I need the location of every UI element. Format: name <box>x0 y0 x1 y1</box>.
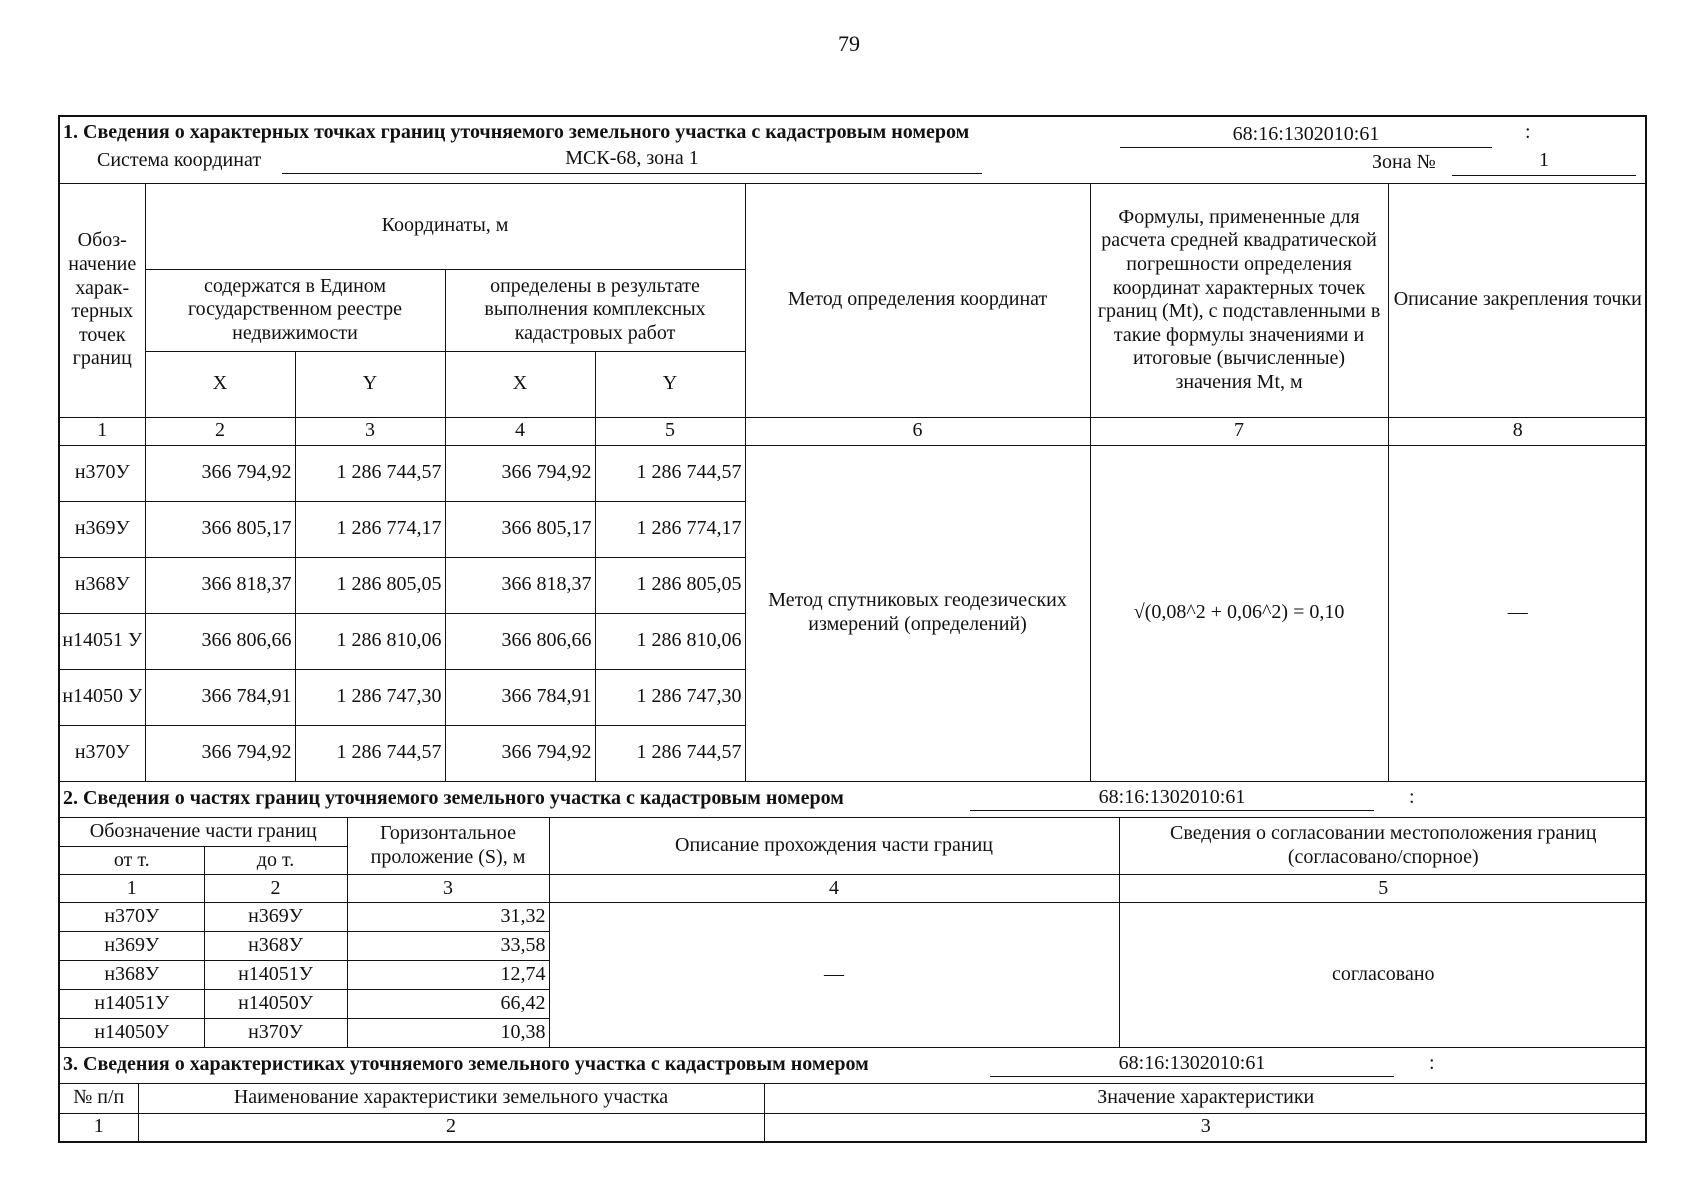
section2-cadastral-number: 68:16:1302010:61 <box>970 786 1374 811</box>
x-existing: 366 794,92 <box>145 445 295 501</box>
point-name: н368У <box>60 557 145 613</box>
from-point: н370У <box>60 903 204 932</box>
col-number: 8 <box>1388 417 1647 445</box>
formula-value: √(0,08^2 + 0,06^2) = 0,10 <box>1090 445 1388 781</box>
x-existing: 366 805,17 <box>145 501 295 557</box>
section1-title: 1. Сведения о характерных точках границ уточняемого земельного участка с кадастровым номером <box>63 121 970 143</box>
number-header: № п/п <box>60 1084 138 1113</box>
col-number: 3 <box>347 875 549 903</box>
horizontal-header: Горизонтальное проложение (S), м <box>347 818 549 875</box>
horizontal-length: 31,32 <box>347 903 549 932</box>
col-number: 7 <box>1090 417 1388 445</box>
x-determined: 366 805,17 <box>445 501 595 557</box>
existing-coords-header: содержатся в Едином государственном реестре недвижимости <box>145 269 445 351</box>
method-header: Метод определения координат <box>745 184 1090 417</box>
coordinate-system-label: Система координат <box>97 149 262 171</box>
from-point: н14050У <box>60 1019 204 1048</box>
points-table <box>60 184 1647 782</box>
y-existing: 1 286 810,06 <box>295 613 445 669</box>
coordinate-system-value: МСК-68, зона 1 <box>282 147 982 174</box>
point-name: н369У <box>60 501 145 557</box>
col-number: 4 <box>445 417 595 445</box>
y-determined: 1 286 810,06 <box>595 613 745 669</box>
section1-header <box>60 117 1645 184</box>
y-determined: 1 286 744,57 <box>595 445 745 501</box>
description-value: — <box>549 903 1119 1048</box>
cadastral-document <box>58 115 1647 1143</box>
formulas-header: Формулы, примененные для расчета средней квадратической погрешности определения координат характерных точек границ (Mt), с подставленными в такие формулы значениями и итоговые (вычисленные) значения Mt, м <box>1090 184 1388 417</box>
zone-label: Зона № <box>1372 151 1436 173</box>
x-header: X <box>445 351 595 417</box>
col-number: 1 <box>60 875 204 903</box>
y-existing: 1 286 744,57 <box>295 725 445 781</box>
horizontal-length: 33,58 <box>347 932 549 961</box>
x-existing: 366 784,91 <box>145 669 295 725</box>
col-number: 6 <box>745 417 1090 445</box>
from-point: н368У <box>60 961 204 990</box>
horizontal-length: 10,38 <box>347 1019 549 1048</box>
to-point: н14051У <box>204 961 347 990</box>
to-point: н369У <box>204 903 347 932</box>
to-header: до т. <box>204 847 347 875</box>
point-designation-header: Обоз-начение харак-терных точек границ <box>60 184 145 417</box>
table-row <box>60 903 1647 932</box>
y-determined: 1 286 744,57 <box>595 725 745 781</box>
section3-colon: : <box>1429 1052 1435 1074</box>
fixing-value: — <box>1388 445 1647 781</box>
to-point: н370У <box>204 1019 347 1048</box>
column-numbers-row <box>60 417 1647 445</box>
boundary-parts-table <box>60 818 1647 1049</box>
agreement-value: согласовано <box>1119 903 1647 1048</box>
x-header: X <box>145 351 295 417</box>
section1-colon: : <box>1525 121 1531 143</box>
from-header: от т. <box>60 847 204 875</box>
name-header: Наименование характеристики земельного участка <box>138 1084 764 1113</box>
y-existing: 1 286 774,17 <box>295 501 445 557</box>
determined-coords-header: определены в результате выполнения комплексных кадастровых работ <box>445 269 745 351</box>
y-determined: 1 286 805,05 <box>595 557 745 613</box>
col-number: 5 <box>595 417 745 445</box>
x-existing: 366 818,37 <box>145 557 295 613</box>
section2-header <box>60 782 1645 818</box>
to-point: н368У <box>204 932 347 961</box>
y-header: Y <box>595 351 745 417</box>
zone-value: 1 <box>1452 149 1636 176</box>
y-determined: 1 286 747,30 <box>595 669 745 725</box>
y-determined: 1 286 774,17 <box>595 501 745 557</box>
point-name: н14050 У <box>60 669 145 725</box>
col-number: 2 <box>145 417 295 445</box>
section3-header <box>60 1048 1645 1084</box>
x-determined: 366 784,91 <box>445 669 595 725</box>
y-existing: 1 286 805,05 <box>295 557 445 613</box>
point-name: н14051 У <box>60 613 145 669</box>
section2-colon: : <box>1409 785 1415 808</box>
y-existing: 1 286 744,57 <box>295 445 445 501</box>
characteristics-table <box>60 1084 1647 1141</box>
col-number: 1 <box>60 417 145 445</box>
x-existing: 366 806,66 <box>145 613 295 669</box>
method-value: Метод спутниковых геодезических измерений (определений) <box>745 445 1090 781</box>
x-existing: 366 794,92 <box>145 725 295 781</box>
agreement-header: Сведения о согласовании местоположения границ (согласовано/спорное) <box>1119 818 1647 875</box>
coordinates-header: Координаты, м <box>145 184 745 269</box>
y-existing: 1 286 747,30 <box>295 669 445 725</box>
col-number: 5 <box>1119 875 1647 903</box>
value-header: Значение характеристики <box>764 1084 1647 1113</box>
column-numbers-row <box>60 1113 1647 1141</box>
col-number: 4 <box>549 875 1119 903</box>
x-determined: 366 806,66 <box>445 613 595 669</box>
section2-title: 2. Сведения о частях границ уточняемого земельного участка с кадастровым номером <box>63 786 844 809</box>
x-determined: 366 794,92 <box>445 725 595 781</box>
x-determined: 366 818,37 <box>445 557 595 613</box>
fixing-header: Описание закрепления точки <box>1388 184 1647 417</box>
col-number: 1 <box>60 1113 138 1141</box>
x-determined: 366 794,92 <box>445 445 595 501</box>
point-name: н370У <box>60 445 145 501</box>
part-designation-header: Обозначение части границ <box>60 818 347 847</box>
horizontal-length: 12,74 <box>347 961 549 990</box>
col-number: 3 <box>295 417 445 445</box>
col-number: 2 <box>204 875 347 903</box>
description-header: Описание прохождения части границ <box>549 818 1119 875</box>
section3-title: 3. Сведения о характеристиках уточняемого земельного участка с кадастровым номером <box>63 1053 869 1075</box>
page-number: 79 <box>838 31 860 56</box>
y-header: Y <box>295 351 445 417</box>
from-point: н14051У <box>60 990 204 1019</box>
to-point: н14050У <box>204 990 347 1019</box>
col-number: 2 <box>138 1113 764 1141</box>
from-point: н369У <box>60 932 204 961</box>
section3-cadastral-number: 68:16:1302010:61 <box>990 1052 1394 1077</box>
col-number: 3 <box>764 1113 1647 1141</box>
horizontal-length: 66,42 <box>347 990 549 1019</box>
table-row <box>60 445 1647 501</box>
point-name: н370У <box>60 725 145 781</box>
column-numbers-row <box>60 875 1647 903</box>
section1-cadastral-number: 68:16:1302010:61 <box>1120 123 1492 148</box>
